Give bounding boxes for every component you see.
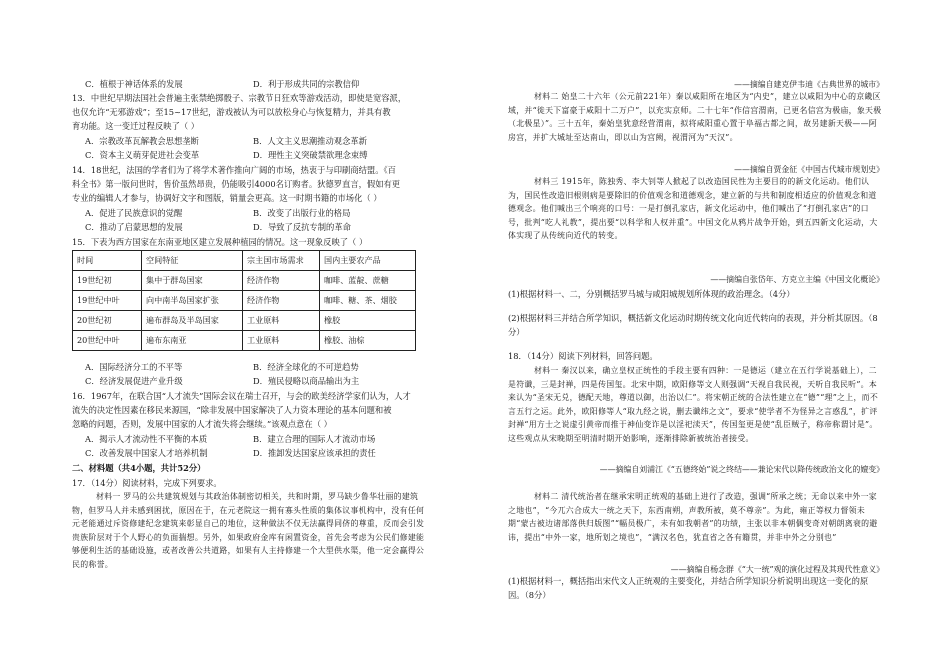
table-cell: 橡胶、油棕 xyxy=(320,331,416,351)
table-header-row xyxy=(73,251,416,271)
q16-option-a: A．揭示人才流动性不平衡的本质 xyxy=(85,434,208,444)
table-row xyxy=(73,311,416,331)
q13-option-d: D．理性主义突破禁欲理念束缚 xyxy=(253,150,368,160)
q13-option-c: C．资本主义萌芽促进社会变革 xyxy=(85,150,200,160)
table-header-cell: 国内主要农产品 xyxy=(320,251,416,271)
table-row xyxy=(73,271,416,291)
q14-option-a: A．促进了民族意识的觉醒 xyxy=(85,208,183,218)
q12-option-d: D．利于形成共同的宗教信仰 xyxy=(253,79,360,89)
table-header-cell: 时间 xyxy=(73,251,142,271)
table-cell: 咖啡、蓝靛、蔗糖 xyxy=(320,271,416,291)
q17-stem: 17．（14分）阅读材料，完成下列要求。 xyxy=(72,478,222,488)
table-cell: 经济作物 xyxy=(243,271,320,291)
q13-option-a: A．宗教改革瓦解教会思想垄断 xyxy=(85,136,199,146)
q13-line: 育功能。这一变迁过程反映了（ ） xyxy=(72,121,200,131)
source-citation: ——摘编自张岱年、方克立主编《中国文化概论》 xyxy=(710,275,884,284)
table-cell: 遍布群岛及半岛国家 xyxy=(142,311,243,331)
source-citation: ——摘编自刘浦江《“五德终始”说之终结——兼论宋代以降传统政治文化的嬗变》 xyxy=(599,465,884,474)
q16-line: 流失的决定性因素在移民来源国，“除非发展中国家解决了人力资本理论的基本问题和被 xyxy=(72,405,392,415)
table-row xyxy=(73,331,416,351)
q18-material-2: 材料二 清代统治者在继承宋明正统观的基础上进行了改造，强调“所承之统；无命以来中外一家之地也”，“今兀六合成大一统之天下，东西南朔，声教所被，莫不尊亲”。为此，雍正等权力督领未期“蒙古被边诸部落供归版图”“幅员极广，未有如我朝者”的功绩，主张以非本朝偶变奇对朝朗离衰的避讳，提出“中外一家，地所划之境也”，“满汉名色，犹直省之各有籍贯，并非中外之分别也” xyxy=(508,492,878,542)
q17-material-1: 材料一 罗马的公共建筑规划与其政治体制密切相关，共和时期，罗马缺少鲁华壮丽的建筑物，但罗马人并未感到困扰，原因在于，在元老院这一拥有寡头性质的集体议事机构中，没有任何元老能通过斥资修建纪念建筑来彰显自己的地位，这种做法不仅无法赢得同侪的尊重，反而会引发贵族阶层对于个人野心的负面揣想。另外，如果政府金库有闲置资金，首先会考虑为公民们修建能够便利生活的基础设施，或者改善公共道路，如果有人主持修建一个大型供水渠，他一定会赢得公民的称誉。 xyxy=(72,492,425,569)
table-cell: 19世纪中叶 xyxy=(73,291,142,311)
table-cell: 向中南半岛国家扩张 xyxy=(142,291,243,311)
section-heading: 二、材料题（共4小题，共计52分） xyxy=(72,463,206,473)
q16-option-c: C．改善发展中国家人才培养机制 xyxy=(85,448,208,458)
q18-stem: 18．（14分）阅读下列材料，回答问题。 xyxy=(508,351,658,361)
table-cell: 橡胶 xyxy=(320,311,416,331)
q13-option-b: B．人文主义思潮推动观念革新 xyxy=(253,136,367,146)
source-citation: ——摘编自贾金征《中国古代城市规划史》 xyxy=(734,165,884,174)
q18-sub-question-1: (1)根据材料一，概括指出宋代文人正统观的主要变化，并结合所学知识分析说明出现这一变化的原因。（8分） xyxy=(508,576,869,600)
q12-option-c: C．植根于神话体系的发展 xyxy=(85,79,183,89)
q15-table xyxy=(72,250,416,351)
table-header-cell: 空间特征 xyxy=(142,251,243,271)
q13-line: 也仅允许“无邪游戏”；至15~17世纪，游戏被认为可以放松身心与恢复精力，并具有教 xyxy=(72,107,391,117)
q16-option-d: D．推卸发达国家应该承担的责任 xyxy=(253,448,376,458)
table-cell: 20世纪中叶 xyxy=(73,331,142,351)
q15-option-c: C．经济发展促进产业升级 xyxy=(85,376,183,386)
q14-option-c: C．推动了启蒙思想的发展 xyxy=(85,222,183,232)
source-citation: ——摘编自建克伊韦迪《古典世界的城市》 xyxy=(734,80,884,89)
table-cell: 遍布东南亚 xyxy=(142,331,243,351)
q17-sub-question-1: (1)根据材料一、二，分别概括罗马城与咸阳城规划所体现的政治理念。（4分） xyxy=(508,289,795,299)
q15-stem: 15．下表为西方国家在东南亚地区建立发展种植园的情况。这一现象反映了（ ） xyxy=(72,237,368,247)
table-cell: 集中于群岛国家 xyxy=(142,271,243,291)
table-row xyxy=(73,291,416,311)
q13-line: 13．中世纪早期法国社会普遍主张禁绝掷骰子、宗教节日狂欢等游戏活动，即使是宽容派， xyxy=(72,93,407,103)
q14-option-d: D．导致了反抗专制的革命 xyxy=(253,222,351,232)
q17-sub-question-2: (2)根据材料三并结合所学知识，概括新文化运动时期传统文化向近代转向的表现，并分析其原因。（8分） xyxy=(508,313,878,337)
q16-option-b: B．建立合理的国际人才流动市场 xyxy=(253,434,376,444)
table-cell: 工业原料 xyxy=(243,331,320,351)
table-cell: 经济作物 xyxy=(243,291,320,311)
q14-line: 专业的编辑人才参与，协调好文字和图版，销量会更高。这一时期书籍的市场化（ ） xyxy=(72,193,382,203)
q14-option-b: B．改变了出版行业的格局 xyxy=(253,208,351,218)
table-cell: 工业原料 xyxy=(243,311,320,331)
q17-material-3: 材料三 1915年，陈独秀、李大钊等人掀起了以改造国民性为主要目的的新文化运动。他们认为，国民性改造旧根则病是要除旧的价值观念和道德观念，建立新的与共和制度相适应的价值观念和道德观念。他们喊出三个响亮的口号：一是打倒孔家店，新文化运动中，他们喊出了“打倒孔家店”的口号，批判“吃人礼教”，提出要“以科学和人权并重”。中国文化从鸦片战争开始，到五四新文化运动，大体实现了从传统向近代的转变。 xyxy=(508,177,878,241)
q15-option-d: D．殖民侵略以商品输出为主 xyxy=(253,376,360,386)
q16-line: 忽略的问题，否则，发展中国家的人才流失将会继续。”该观点意在（ ） xyxy=(72,419,332,429)
q15-option-b: B．经济全球化的不可逆趋势 xyxy=(253,362,359,372)
table-header-cell: 宗主国市场需求 xyxy=(243,251,320,271)
q15-option-a: A．国际经济分工的不平等 xyxy=(85,362,183,372)
table-cell: 20世纪初 xyxy=(73,311,142,331)
q18-material-1: 材料一 秦汉以来，确立皇权正统性的手段主要有四种：一是德运（建立在五行学说基础上），二是符谶，三是封禅，四是传国玺。北宋中期，欧阳修等文人则强调“天视自我民视，天听自我民听”。本来认为“圣宋无兑，德配天地，尊道以御，出治以仁”。将宋朝正统的合法性建立在“德”“理”之上，而不言五行之运。此外，欧阳修等人“取九经之说，删去谶纬之文”，要求“使学者不为怪异之言惑乱”，扩评封禅“用方士之说虚引黄帝而推于神仙变诈是以淫祀渎天”，传国玺更是使“乱臣贼子，称帝称谓讨是”。这些观点从宋晚期至明清时期开始影响，逐渐排除新被统治者接受。 xyxy=(508,366,879,443)
table-cell: 咖啡、糖、茶、烟胶 xyxy=(320,291,416,311)
q14-line: 科全书》第一版问世时，售价虽然昂贵，仍能吸引4000名订购者。狄德罗直言，假如有更 xyxy=(72,179,401,189)
table-cell: 19世纪初 xyxy=(73,271,142,291)
q14-line: 14．18世纪，法国的学者们为了将学术著作推向广阔的市场，热衷于与印刷商结盟。《百 xyxy=(72,165,396,175)
q16-line: 16．1967年，在联合国“人才流失”国际会议在瑞士召开，与会的欧美经济学家们认为，人才 xyxy=(72,391,411,401)
q17-material-2: 材料二 始皇二十六年（公元前221年）秦以咸阳所在地区为“内史”，建立以咸阳为中心的京畿区域，并“徙天下富豪于咸阳十二万户”，以充实京师。二十七年“作信宫渭南，已更名信宫为极庙，象天极（北极星）”。三十五年，秦始皇犹意经营渭南，拟将咸阳重心置于阜福古都之间，故另建新天极——阿房宫，并扩大城址至达南山，即以山为宫阙，视渭河为“天汉”。 xyxy=(508,92,882,142)
source-citation: ——摘编自杨念群《“大一统”观的演化过程及其现代性意义》 xyxy=(670,565,884,574)
